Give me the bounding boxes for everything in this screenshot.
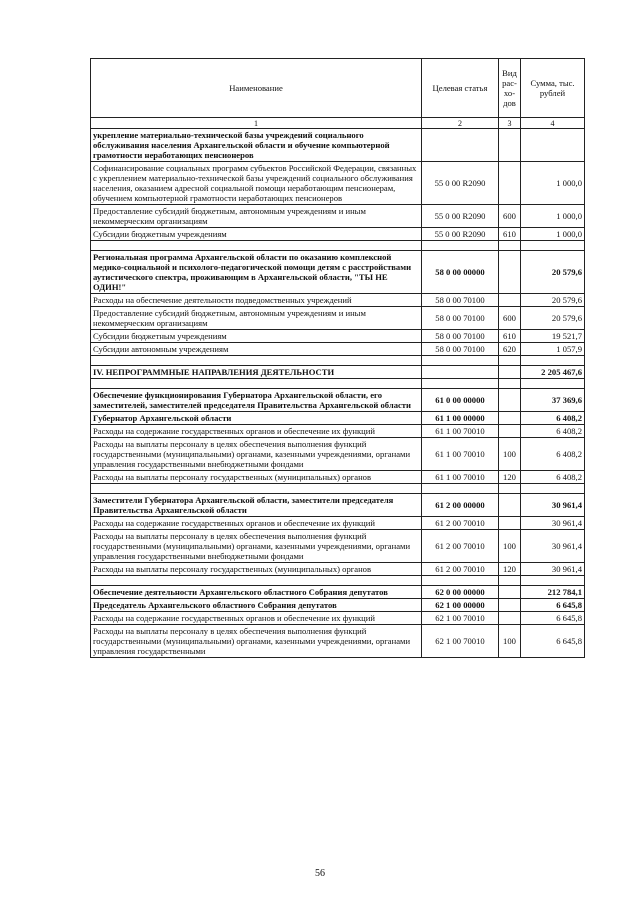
row-vid-cell: 100 xyxy=(499,530,521,563)
row-name-cell: Расходы на выплаты персоналу в целях обеспечения выполнения функций государственными (муниципальными) органами, казенными учреждениями, органами управления государственными внебюджетными фондами xyxy=(91,530,422,563)
row-sum-cell: 20 579,6 xyxy=(521,251,585,294)
table-row xyxy=(91,307,585,330)
row-vid-cell: 600 xyxy=(499,205,521,228)
spacer-cell xyxy=(91,379,422,389)
page-number: 56 xyxy=(315,868,325,879)
spacer-cell xyxy=(422,576,499,586)
row-code-cell xyxy=(422,129,499,162)
spacer-cell xyxy=(499,576,521,586)
row-code-cell: 55 0 00 R2090 xyxy=(422,162,499,205)
budget-table-page xyxy=(90,58,584,658)
row-name-cell: Расходы на выплаты персоналу в целях обеспечения выполнения функций государственными (муниципальными) органами, казенными учреждениями, органами управления государственными xyxy=(91,625,422,658)
table-row xyxy=(91,228,585,241)
column-number: 2 xyxy=(422,118,499,129)
row-code-cell: 62 1 00 00000 xyxy=(422,599,499,612)
row-code-cell: 61 1 00 00000 xyxy=(422,412,499,425)
spacer-cell xyxy=(521,484,585,494)
column-number: 3 xyxy=(499,118,521,129)
row-name-cell: Губернатор Архангельской области xyxy=(91,412,422,425)
row-vid-cell xyxy=(499,412,521,425)
table-row xyxy=(91,471,585,484)
row-name-cell: Обеспечение функционирования Губернатора Архангельской области, его заместителей, заместителей председателя Правительства Архангельской области xyxy=(91,389,422,412)
row-name-cell: Субсидии бюджетным учреждениям xyxy=(91,228,422,241)
header-code: Целевая статья xyxy=(422,59,499,118)
header-name: Наименование xyxy=(91,59,422,118)
spacer-cell xyxy=(499,241,521,251)
spacer-cell xyxy=(422,484,499,494)
spacer-cell xyxy=(91,241,422,251)
row-code-cell: 58 0 00 70100 xyxy=(422,307,499,330)
row-vid-cell: 120 xyxy=(499,471,521,484)
column-number-row xyxy=(91,118,585,129)
row-sum-cell: 6 408,2 xyxy=(521,438,585,471)
table-row xyxy=(91,517,585,530)
row-sum-cell: 19 521,7 xyxy=(521,330,585,343)
table-row xyxy=(91,343,585,356)
row-code-cell: 58 0 00 70100 xyxy=(422,294,499,307)
row-sum-cell: 212 784,1 xyxy=(521,586,585,599)
row-sum-cell: 20 579,6 xyxy=(521,307,585,330)
table-row xyxy=(91,412,585,425)
row-sum-cell: 37 369,6 xyxy=(521,389,585,412)
table-row xyxy=(91,612,585,625)
row-code-cell: 61 1 00 70010 xyxy=(422,471,499,484)
row-vid-cell xyxy=(499,366,521,379)
row-sum-cell: 30 961,4 xyxy=(521,563,585,576)
row-name-cell: укрепление материально-технической базы учреждений социального обслуживания населения Архангельской области и обучение компьютерной грамотности неработающих пенсионеров xyxy=(91,129,422,162)
table-row xyxy=(91,586,585,599)
row-vid-cell xyxy=(499,517,521,530)
table-row xyxy=(91,294,585,307)
table-row xyxy=(91,366,585,379)
row-code-cell: 55 0 00 R2090 xyxy=(422,205,499,228)
row-vid-cell xyxy=(499,162,521,205)
spacer-cell xyxy=(521,576,585,586)
row-sum-cell: 1 000,0 xyxy=(521,162,585,205)
row-sum-cell: 30 961,4 xyxy=(521,517,585,530)
row-code-cell: 61 2 00 70010 xyxy=(422,517,499,530)
spacer-cell xyxy=(499,356,521,366)
table-row xyxy=(91,389,585,412)
row-sum-cell: 6 408,2 xyxy=(521,471,585,484)
row-code-cell xyxy=(422,366,499,379)
row-vid-cell xyxy=(499,599,521,612)
spacer-cell xyxy=(521,356,585,366)
row-name-cell: Расходы на содержание государственных органов и обеспечение их функций xyxy=(91,612,422,625)
table-row xyxy=(91,330,585,343)
row-vid-cell: 100 xyxy=(499,625,521,658)
row-name-cell: Председатель Архангельского областного Собрания депутатов xyxy=(91,599,422,612)
row-code-cell: 58 0 00 70100 xyxy=(422,330,499,343)
row-vid-cell xyxy=(499,294,521,307)
row-sum-cell xyxy=(521,129,585,162)
row-code-cell: 61 1 00 70010 xyxy=(422,425,499,438)
row-code-cell: 61 2 00 00000 xyxy=(422,494,499,517)
row-name-cell: Субсидии автономным учреждениям xyxy=(91,343,422,356)
spacer-row xyxy=(91,379,585,389)
spacer-cell xyxy=(422,379,499,389)
spacer-cell xyxy=(499,484,521,494)
table-row xyxy=(91,251,585,294)
spacer-row xyxy=(91,356,585,366)
spacer-cell xyxy=(521,379,585,389)
budget-table xyxy=(90,58,585,658)
row-name-cell: Расходы на выплаты персоналу государственных (муниципальных) органов xyxy=(91,471,422,484)
spacer-row xyxy=(91,484,585,494)
table-row xyxy=(91,563,585,576)
row-sum-cell: 1 057,9 xyxy=(521,343,585,356)
table-row xyxy=(91,129,585,162)
row-vid-cell: 610 xyxy=(499,330,521,343)
row-sum-cell: 6 645,8 xyxy=(521,599,585,612)
row-name-cell: Расходы на обеспечение деятельности подведомственных учреждений xyxy=(91,294,422,307)
row-name-cell: Обеспечение деятельности Архангельского областного Собрания депутатов xyxy=(91,586,422,599)
row-code-cell: 61 2 00 70010 xyxy=(422,563,499,576)
row-code-cell: 58 0 00 70100 xyxy=(422,343,499,356)
row-vid-cell xyxy=(499,389,521,412)
row-vid-cell: 610 xyxy=(499,228,521,241)
spacer-cell xyxy=(422,241,499,251)
row-sum-cell: 20 579,6 xyxy=(521,294,585,307)
table-row xyxy=(91,438,585,471)
row-vid-cell: 100 xyxy=(499,438,521,471)
table-body xyxy=(91,129,585,658)
row-sum-cell: 6 408,2 xyxy=(521,412,585,425)
row-name-cell: IV. НЕПРОГРАММНЫЕ НАПРАВЛЕНИЯ ДЕЯТЕЛЬНОСТИ xyxy=(91,366,422,379)
spacer-row xyxy=(91,241,585,251)
row-vid-cell: 120 xyxy=(499,563,521,576)
row-code-cell: 62 1 00 70010 xyxy=(422,625,499,658)
row-code-cell: 58 0 00 00000 xyxy=(422,251,499,294)
header-sum: Сумма, тыс. рублей xyxy=(521,59,585,118)
row-code-cell: 61 0 00 00000 xyxy=(422,389,499,412)
table-row xyxy=(91,425,585,438)
row-vid-cell: 600 xyxy=(499,307,521,330)
table-row xyxy=(91,625,585,658)
row-code-cell: 61 1 00 70010 xyxy=(422,438,499,471)
spacer-cell xyxy=(521,241,585,251)
row-sum-cell: 6 408,2 xyxy=(521,425,585,438)
row-code-cell: 55 0 00 R2090 xyxy=(422,228,499,241)
row-vid-cell xyxy=(499,251,521,294)
row-name-cell: Предоставление субсидий бюджетным, автономным учреждениям и иным некоммерческим организациям xyxy=(91,205,422,228)
table-row xyxy=(91,599,585,612)
spacer-cell xyxy=(91,356,422,366)
row-vid-cell xyxy=(499,612,521,625)
row-sum-cell: 6 645,8 xyxy=(521,625,585,658)
row-sum-cell: 30 961,4 xyxy=(521,530,585,563)
row-sum-cell: 30 961,4 xyxy=(521,494,585,517)
row-code-cell: 61 2 00 70010 xyxy=(422,530,499,563)
row-vid-cell xyxy=(499,129,521,162)
row-sum-cell: 1 000,0 xyxy=(521,205,585,228)
spacer-cell xyxy=(422,356,499,366)
row-name-cell: Расходы на содержание государственных органов и обеспечение их функций xyxy=(91,425,422,438)
row-name-cell: Предоставление субсидий бюджетным, автономным учреждениям и иным некоммерческим организациям xyxy=(91,307,422,330)
row-vid-cell xyxy=(499,586,521,599)
table-header-row xyxy=(91,59,585,118)
row-sum-cell: 1 000,0 xyxy=(521,228,585,241)
row-name-cell: Заместители Губернатора Архангельской области, заместители председателя Правительства Архангельской области xyxy=(91,494,422,517)
column-number: 4 xyxy=(521,118,585,129)
row-sum-cell: 2 205 467,6 xyxy=(521,366,585,379)
row-vid-cell xyxy=(499,425,521,438)
spacer-cell xyxy=(499,379,521,389)
row-code-cell: 62 1 00 70010 xyxy=(422,612,499,625)
table-row xyxy=(91,494,585,517)
row-vid-cell: 620 xyxy=(499,343,521,356)
row-sum-cell: 6 645,8 xyxy=(521,612,585,625)
spacer-row xyxy=(91,576,585,586)
spacer-cell xyxy=(91,576,422,586)
column-number: 1 xyxy=(91,118,422,129)
row-name-cell: Региональная программа Архангельской области по оказанию комплексной медико-социальной и психолого-педагогической помощи детям с расстройствами аутистического спектра, проживающим в Архангельской области, "ТЫ НЕ ОДИН!" xyxy=(91,251,422,294)
row-vid-cell xyxy=(499,494,521,517)
row-name-cell: Субсидии бюджетным учреждениям xyxy=(91,330,422,343)
table-row xyxy=(91,205,585,228)
spacer-cell xyxy=(91,484,422,494)
header-vid: Вид рас-хо-дов xyxy=(499,59,521,118)
row-name-cell: Софинансирование социальных программ субъектов Российской Федерации, связанных с укреплением материально-технической базы учреждений социального обслуживания населения, оказанием адресной социальной помощи неработающим пенсионерам, обучением компьютерной грамотности неработающих пенсионеров xyxy=(91,162,422,205)
row-name-cell: Расходы на содержание государственных органов и обеспечение их функций xyxy=(91,517,422,530)
table-row xyxy=(91,530,585,563)
row-name-cell: Расходы на выплаты персоналу государственных (муниципальных) органов xyxy=(91,563,422,576)
row-name-cell: Расходы на выплаты персоналу в целях обеспечения выполнения функций государственными (муниципальными) органами, казенными учреждениями, органами управления государственными внебюджетными фондами xyxy=(91,438,422,471)
table-row xyxy=(91,162,585,205)
row-code-cell: 62 0 00 00000 xyxy=(422,586,499,599)
